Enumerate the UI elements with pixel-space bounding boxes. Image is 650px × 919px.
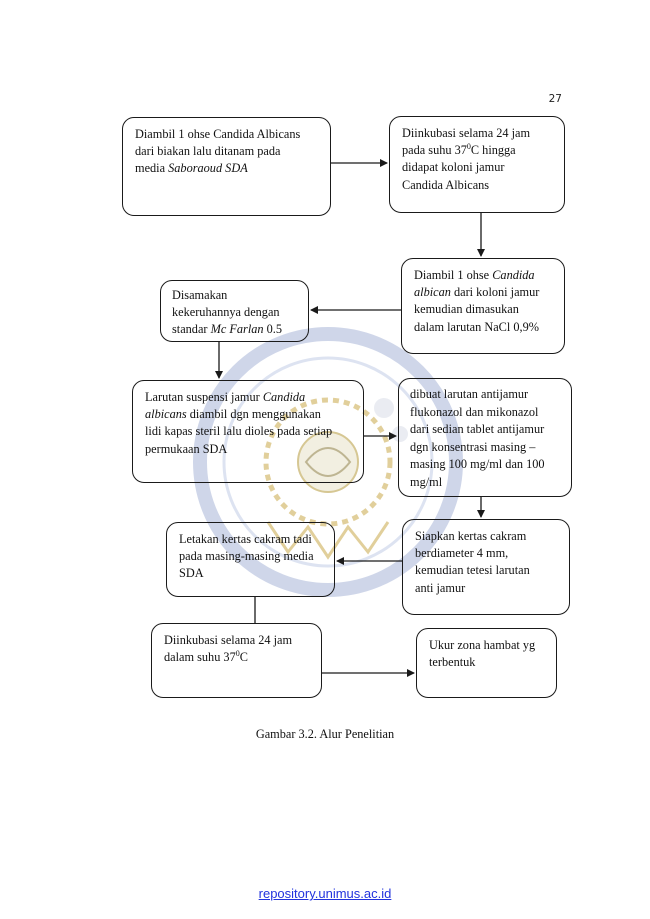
step-nacl-suspension-box: Diambil 1 ohse Candida albican dari koloni jamur kemudian dimasukan dalam larutan NaCl 0,9% bbox=[401, 258, 565, 354]
step-place-paper-disc-box: Letakan kertas cakram tadi pada masing-masing media SDA bbox=[166, 522, 335, 597]
step-prepare-paper-disc-box: Siapkan kertas cakram berdiameter 4 mm, kemudian tetesi larutan anti jamur bbox=[402, 519, 570, 615]
repository-link[interactable]: repository.unimus.ac.id bbox=[258, 886, 392, 901]
step-match-turbidity-box: Disamakan kekeruhannya dengan standar Mc Farlan 0.5 bbox=[160, 280, 309, 342]
figure-caption: Gambar 3.2. Alur Penelitian bbox=[255, 727, 395, 741]
step-antifungal-solution-box: dibuat larutan antijamur flukonazol dan mikonazol dari sedian tablet antijamur dgn konsentrasi masing – masing 100 mg/ml dan 100 mg/ml bbox=[398, 378, 572, 497]
step-incubate-37c-box: Diinkubasi selama 24 jam dalam suhu $37^0C$ bbox=[151, 623, 322, 698]
page-number: 27 bbox=[548, 93, 562, 105]
step-incubate-24h-box: Diinkubasi selama 24 jam pada suhu $37^0C$ hingga didapat koloni jamur Candida Albicans bbox=[389, 116, 565, 213]
step-take-candida-box: Diambil 1 ohse Candida Albicans dari biakan lalu ditanam pada media Saboraoud SDA bbox=[122, 117, 331, 216]
step-apply-suspension-box: Larutan suspensi jamur Candida albicans diambil dgn menggunakan lidi kapas steril lalu dioles pada setiap permukaan SDA bbox=[132, 380, 364, 483]
step-measure-inhibition-zone-box: Ukur zona hambat yg terbentuk bbox=[416, 628, 557, 698]
